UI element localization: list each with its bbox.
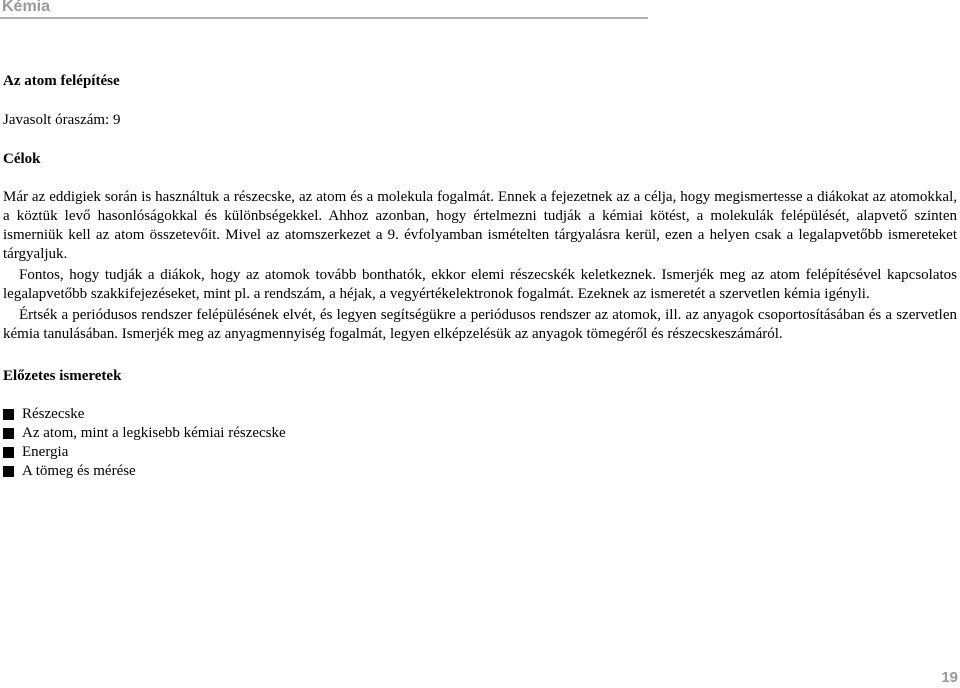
square-bullet-icon <box>3 428 14 439</box>
goals-paragraph-3: Értsék a periódusos rendszer felépülésének elvét, és legyen segítségükre a periódusos rendszer az atomok, ill. az anyagok csoportosításában és a szervetlen kémia tanulásában. Ismerjék meg az anyagmennyiség fogalmát, legyen elképzelésük az anyagok tömegéről és részecskeszámáról. <box>3 307 957 342</box>
list-item <box>3 462 957 481</box>
list-item-label: Az atom, mint a legkisebb kémiai részecske <box>22 425 286 441</box>
square-bullet-icon <box>3 409 14 420</box>
header-title: Kémia <box>2 0 51 15</box>
square-bullet-icon <box>3 466 14 477</box>
square-bullet-icon <box>3 447 14 458</box>
prerequisites-heading: Előzetes ismeretek <box>3 368 122 384</box>
page-number: 19 <box>941 669 958 686</box>
list-item <box>3 443 957 462</box>
goals-paragraph-1: Már az eddigiek során is használtuk a részecske, az atom és a molekula fogalmát. Ennek a fejezetnek az a célja, hogy megismertesse a diákokat az atomokkal, a köztük levő hasonlóságokkal és különbségekkel. Ahhoz azonban, hogy értelmezni tudják a kémiai kötést, a molekulák felépülését, alapvető szinten ismerniük kell az atom összetevőit. Mivel az atomszerkezet a 9. évfolyamban ismételten tárgyalásra kerül, ezen a helyen csak a legalapvetőbb ismereteket tárgyaljuk. <box>3 189 957 262</box>
section-title: Az atom felépítése <box>3 73 120 89</box>
list-item-label: Részecske <box>22 406 85 422</box>
list-item-label: Energia <box>22 444 69 460</box>
list-item-label: A tömeg és mérése <box>22 463 136 479</box>
recommended-hours: Javasolt óraszám: 9 <box>3 112 121 128</box>
list-item <box>3 405 957 424</box>
goals-paragraph-2: Fontos, hogy tudják a diákok, hogy az atomok tovább bonthatók, ekkor elemi részecskék keletkeznek. Ismerjék meg az atom felépítésével kapcsolatos legalapvetőbb szakkifejezéseket, mint pl. a rendszám, a héjak, a vegyértékelektronok fogalmát. Ezeknek az ismeretét a szervetlen kémia igényli. <box>3 267 957 302</box>
page-header <box>0 0 648 19</box>
prerequisites-list <box>3 405 957 481</box>
page-content <box>3 72 957 481</box>
list-item <box>3 424 957 443</box>
goals-heading: Célok <box>3 151 41 167</box>
